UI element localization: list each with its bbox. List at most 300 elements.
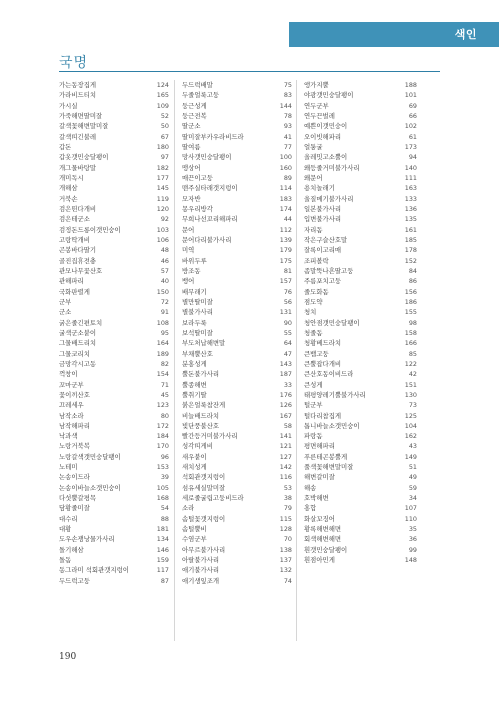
index-term: 청줄돔: [304, 328, 323, 337]
index-term: 두드럭고둥: [59, 576, 90, 585]
section-title: 국명: [59, 55, 89, 71]
index-page-ref: 120: [156, 204, 169, 213]
index-term: 문어다리불가사리: [182, 235, 232, 244]
index-term: 홍합: [304, 504, 317, 513]
index-term: 섬유세실말미잘: [182, 483, 226, 492]
index-page-ref: 141: [279, 432, 292, 441]
index-page-ref: 96: [160, 452, 169, 461]
index-term: 큰산호동이비드라: [304, 370, 354, 379]
index-page-ref: 105: [156, 483, 169, 492]
index-entry: [304, 400, 417, 410]
index-term: 화살꼬징어: [304, 514, 335, 523]
index-entry: [59, 441, 169, 451]
index-term: 별불가사리: [182, 308, 213, 317]
index-term: 논송이드라: [59, 473, 90, 482]
index-entry: [304, 307, 417, 317]
index-page-ref: 144: [279, 101, 292, 110]
index-term: 왜문어: [304, 173, 323, 182]
index-page-ref: 146: [156, 545, 169, 554]
index-term: 비늘배드라치: [182, 411, 220, 420]
index-entry: [304, 524, 417, 534]
index-entry: [304, 338, 417, 348]
index-entry: [182, 390, 292, 400]
index-term: 태평양레기뿔불가사리: [304, 390, 366, 399]
index-term: 골진집휴전충: [59, 256, 97, 265]
index-page-ref: 154: [156, 370, 169, 379]
index-entry: [182, 225, 292, 235]
index-entry: [59, 142, 169, 152]
index-term: 관해파리: [59, 277, 84, 286]
index-term: 꽃이끼산호: [59, 390, 90, 399]
index-page-ref: 150: [156, 287, 169, 296]
index-term: 애기불가사리: [182, 566, 220, 575]
index-term: 맹상어: [182, 163, 201, 172]
index-page-ref: 187: [279, 370, 292, 379]
index-entry: [59, 359, 169, 369]
index-entry: [59, 390, 169, 400]
index-entry: [304, 472, 417, 482]
index-entry: [59, 297, 169, 307]
index-entry: [59, 338, 169, 348]
index-page-ref: 48: [160, 246, 169, 255]
index-entry: [304, 503, 417, 513]
index-page-ref: 128: [279, 525, 292, 534]
index-page-ref: 100: [279, 153, 292, 162]
index-page-ref: 131: [279, 308, 292, 317]
index-entry: [59, 565, 169, 575]
index-term: 황록해변해면: [304, 525, 342, 534]
index-term: 배무래기: [182, 287, 207, 296]
index-page-ref: 151: [404, 380, 417, 389]
index-term: 소라: [182, 504, 195, 513]
index-entry: [304, 90, 417, 100]
index-page-ref: 88: [160, 514, 169, 523]
header-band: [289, 22, 499, 47]
index-page-ref: 90: [283, 318, 292, 327]
index-term: 청치: [304, 308, 317, 317]
index-page-ref: 161: [404, 225, 417, 234]
index-page-ref: 77: [283, 142, 292, 151]
index-page-ref: 165: [156, 91, 169, 100]
index-term: 울질메기불가사리: [304, 194, 354, 203]
index-page-ref: 137: [279, 556, 292, 565]
index-term: 남작해파리: [59, 421, 90, 430]
index-term: 미역: [182, 246, 195, 255]
index-term: 줄도화돔: [304, 287, 329, 296]
index-term: 부도처납해변말: [182, 339, 226, 348]
index-term: 야광갯민숭달팽이: [304, 91, 354, 100]
index-page-ref: 142: [279, 463, 292, 472]
index-term: 풀색꽃해변말미잘: [304, 463, 354, 472]
index-entry: [59, 503, 169, 513]
index-entry: [304, 359, 417, 369]
index-term: 보석딸미잘: [182, 328, 213, 337]
index-entry: [182, 307, 292, 317]
index-page-ref: 158: [404, 328, 417, 337]
index-page-ref: 39: [160, 473, 169, 482]
index-page-ref: 111: [404, 173, 417, 182]
index-entry: [182, 163, 292, 173]
index-term: 맨주실타래갯지렁이: [182, 184, 238, 193]
index-term: 조피볼락: [304, 256, 329, 265]
index-term: 올레밋고소뿔이: [304, 153, 348, 162]
index-term: 왜등줄거미불가사리: [304, 163, 360, 172]
index-term: 꼬마군부: [59, 380, 84, 389]
index-term: 곤봉바다딸기: [59, 246, 97, 255]
index-entry: [59, 235, 169, 245]
index-entry: [304, 483, 417, 493]
index-term: 굴색군소붙이: [59, 328, 97, 337]
column-divider: [296, 80, 297, 641]
index-term: 수염군부: [182, 535, 207, 544]
index-term: 딸군소: [182, 122, 201, 131]
index-page-ref: 35: [408, 525, 417, 534]
index-page-ref: 136: [404, 204, 417, 213]
index-term: 해변갈미잘: [304, 473, 335, 482]
index-entry: [182, 411, 292, 421]
index-page-ref: 87: [160, 576, 169, 585]
index-term: 뿔돈불가사리: [182, 370, 220, 379]
index-page-ref: 82: [160, 359, 169, 368]
index-term: 돌기해삼: [59, 545, 84, 554]
page-number: 190: [59, 652, 77, 662]
index-entry: [304, 369, 417, 379]
index-entry: [59, 349, 169, 359]
index-page-ref: 112: [279, 225, 292, 234]
index-page-ref: 124: [156, 81, 169, 89]
index-term: 개그물바탕말: [59, 163, 97, 172]
index-entry: [304, 214, 417, 224]
index-page-ref: 163: [404, 184, 417, 193]
index-entry: [304, 111, 417, 121]
index-entry: [182, 462, 292, 472]
index-entry: [59, 555, 169, 565]
index-entry: [304, 421, 417, 431]
index-entry: [182, 514, 292, 524]
index-page-ref: 54: [160, 504, 169, 513]
index-term: 청황베드라치: [304, 339, 342, 348]
index-page-ref: 160: [279, 163, 292, 172]
index-term: 솜털뿔비: [182, 525, 207, 534]
index-term: 동그라미 석회관갯지렁이: [59, 566, 129, 575]
index-page-ref: 179: [279, 246, 292, 255]
index-page-ref: 45: [160, 390, 169, 399]
index-term: 회색해변해면: [304, 535, 342, 544]
index-entry: [182, 555, 292, 565]
index-term: 망사갯민숭달팽이: [182, 153, 232, 162]
index-entry: [182, 369, 292, 379]
index-term: 매끈이고둥: [182, 173, 213, 182]
index-term: 큰뱀고둥: [304, 349, 329, 358]
index-page-ref: 102: [404, 122, 417, 131]
index-term: 그물배드리치: [59, 339, 97, 348]
index-term: 뿔취기딸: [182, 390, 207, 399]
index-page-ref: 67: [160, 132, 169, 141]
index-term: 애기생잎조개: [182, 576, 220, 585]
index-entry: [59, 307, 169, 317]
index-page-ref: 175: [279, 256, 292, 265]
index-term: 별만딸미잘: [182, 297, 213, 306]
index-entry: [182, 194, 292, 204]
index-entry: [182, 380, 292, 390]
index-page-ref: 85: [408, 349, 417, 358]
index-entry: [304, 380, 417, 390]
index-page-ref: 58: [283, 421, 292, 430]
index-term: 청안점갯민숭달팽이: [304, 318, 360, 327]
index-page-ref: 66: [408, 111, 417, 120]
index-page-ref: 50: [160, 122, 169, 131]
index-entry: [59, 493, 169, 503]
index-page-ref: 103: [156, 225, 169, 234]
index-page-ref: 97: [160, 153, 169, 162]
index-entry: [59, 225, 169, 235]
index-page-ref: 134: [156, 535, 169, 544]
index-entry: [59, 266, 169, 276]
index-entry: [59, 524, 169, 534]
index-entry: [304, 163, 417, 173]
index-page-ref: 41: [283, 132, 292, 141]
index-page-ref: 73: [408, 401, 417, 410]
index-term: 군소: [59, 308, 72, 317]
index-entry: [304, 328, 417, 338]
index-entry: [59, 369, 169, 379]
index-page-ref: 55: [283, 328, 292, 337]
index-page-ref: 152: [404, 256, 417, 265]
index-page-ref: 104: [404, 421, 417, 430]
index-page-ref: 84: [408, 266, 417, 275]
index-page-ref: 156: [404, 287, 417, 296]
index-entry: [182, 173, 292, 183]
index-entry: [59, 411, 169, 421]
index-term: 빨간등거미불가사리: [182, 432, 238, 441]
index-term: 흰갯민숭달팽이: [304, 545, 348, 554]
index-entry: [182, 132, 292, 142]
index-term: 국화판렬게: [59, 287, 90, 296]
index-page-ref: 33: [283, 380, 292, 389]
index-term: 논송이바늘소갯민숭이: [59, 483, 121, 492]
index-page-ref: 168: [156, 494, 169, 503]
index-entry: [182, 565, 292, 575]
index-term: 새우붙이: [182, 452, 207, 461]
index-term: 푸른테곤봉뿔게: [304, 452, 348, 461]
index-page-ref: 80: [160, 411, 169, 420]
index-page-ref: 70: [283, 535, 292, 544]
index-page-ref: 155: [404, 308, 417, 317]
index-entry: [59, 483, 169, 493]
index-page-ref: 130: [404, 390, 417, 399]
index-term: 도우손쟁낭물가사리: [59, 535, 115, 544]
index-page-ref: 123: [156, 401, 169, 410]
index-entry: [182, 256, 292, 266]
index-page-ref: 132: [279, 566, 292, 575]
index-entry: [182, 245, 292, 255]
index-page-ref: 98: [408, 318, 417, 327]
index-page-ref: 139: [279, 235, 292, 244]
index-term: 노랑거북복: [59, 442, 90, 451]
index-term: 두드럭배말: [182, 81, 213, 89]
index-page-ref: 36: [408, 535, 417, 544]
index-page-ref: 122: [404, 359, 417, 368]
index-page-ref: 115: [279, 514, 292, 523]
index-term: 해송: [304, 483, 317, 492]
index-term: 가죽해면딸미잘: [59, 111, 103, 120]
index-entry: [182, 235, 292, 245]
index-page-ref: 107: [404, 504, 417, 513]
index-term: 가는동장집게: [59, 81, 97, 89]
index-term: 대황: [59, 525, 72, 534]
index-page-ref: 167: [279, 411, 292, 420]
index-entry: [59, 328, 169, 338]
index-page-ref: 86: [408, 277, 417, 286]
index-term: 노랑갈색갯민숭달팽이: [59, 452, 121, 461]
index-entry: [182, 90, 292, 100]
index-entry: [304, 431, 417, 441]
index-term: 거북손: [59, 194, 78, 203]
index-page-ref: 119: [156, 194, 169, 203]
index-page-ref: 76: [283, 287, 292, 296]
index-term: 담황줄미잘: [59, 504, 90, 513]
index-term: 딸여름: [182, 142, 201, 151]
index-entry: [182, 266, 292, 276]
index-entry: [59, 576, 169, 586]
index-term: 빛단풍불산호: [182, 421, 220, 430]
index-page-ref: 94: [408, 153, 417, 162]
index-term: 낙과색: [59, 432, 78, 441]
index-term: 가라비드티치: [59, 91, 97, 100]
index-page-ref: 46: [160, 256, 169, 265]
index-page-ref: 91: [160, 308, 169, 317]
index-entry: [59, 163, 169, 173]
index-term: 자리돔: [304, 225, 323, 234]
index-term: 연두군부: [304, 101, 329, 110]
index-page-ref: 188: [404, 81, 417, 89]
index-term: 그물코리치: [59, 349, 90, 358]
index-entry: [59, 152, 169, 162]
index-page-ref: 44: [283, 215, 292, 224]
index-entry: [304, 235, 417, 245]
index-entry: [59, 214, 169, 224]
index-entry: [304, 555, 417, 565]
index-term: 돌돔: [59, 556, 72, 565]
index-entry: [59, 287, 169, 297]
index-page-ref: 109: [156, 101, 169, 110]
index-page-ref: 74: [283, 576, 292, 585]
index-entry: [182, 204, 292, 214]
index-term: 점도약: [304, 297, 323, 306]
index-entry: [304, 349, 417, 359]
index-term: 일본불가사리: [304, 204, 342, 213]
index-entry: [304, 183, 417, 193]
index-entry: [182, 421, 292, 431]
index-term: 굵은줄긴편토치: [59, 318, 103, 327]
index-page-ref: 180: [156, 142, 169, 151]
index-page-ref: 185: [404, 235, 417, 244]
index-page-ref: 157: [279, 277, 292, 286]
index-entry: [304, 411, 417, 421]
index-entry: [182, 503, 292, 513]
index-entry: [59, 111, 169, 121]
index-page-ref: 183: [279, 194, 292, 203]
index-term: 딸미잘부카우라비드라: [182, 132, 244, 141]
index-term: 개해삼: [59, 184, 78, 193]
index-term: 남작소라: [59, 411, 84, 420]
index-entry: [304, 493, 417, 503]
index-entry: [182, 214, 292, 224]
index-term: 방조동: [182, 266, 201, 275]
index-term: 앵가지뿔: [304, 81, 329, 89]
index-entry: [59, 472, 169, 482]
index-entry: [59, 80, 169, 90]
index-term: 몽우리방각: [182, 204, 213, 213]
index-page-ref: 38: [283, 494, 292, 503]
index-page-ref: 143: [279, 359, 292, 368]
index-page-ref: 172: [156, 421, 169, 430]
index-page-ref: 83: [283, 91, 292, 100]
index-term: 갈색띠긴불레: [59, 132, 97, 141]
index-entry: [182, 338, 292, 348]
index-page-ref: 125: [404, 411, 417, 420]
index-term: 둥근전복: [182, 111, 207, 120]
index-term: 검은테군소: [59, 215, 90, 224]
index-page-ref: 178: [404, 246, 417, 255]
index-entry: [59, 452, 169, 462]
index-page-ref: 177: [156, 173, 169, 182]
index-entry: [59, 431, 169, 441]
index-term: 붉은얼룩참잔게: [182, 401, 226, 410]
index-term: 오이빗해파리: [304, 132, 342, 141]
index-page-ref: 108: [156, 318, 169, 327]
index-entry: [59, 400, 169, 410]
index-entry: [304, 132, 417, 142]
index-term: 다섯뿔갈평목: [59, 494, 97, 503]
index-term: 보라두룩: [182, 318, 207, 327]
index-entry: [182, 472, 292, 482]
index-entry: [182, 524, 292, 534]
index-term: 개미독시: [59, 173, 84, 182]
column-divider: [174, 80, 175, 641]
index-entry: [182, 297, 292, 307]
index-page-ref: 135: [404, 215, 417, 224]
index-term: 세로줄굴립고둥비드라: [182, 494, 244, 503]
index-term: 얼퉁굴: [304, 142, 323, 151]
index-term: 큰성게: [304, 380, 323, 389]
index-page-ref: 79: [283, 504, 292, 513]
index-entry: [304, 194, 417, 204]
index-term: 두줄얼룩고둥: [182, 91, 220, 100]
index-term: 분홍성게: [182, 359, 207, 368]
index-term: 갑돈: [59, 142, 72, 151]
index-entry: [182, 576, 292, 586]
index-entry: [304, 173, 417, 183]
index-term: 성각띠게비: [182, 442, 213, 451]
index-term: 검은띤다개비: [59, 204, 97, 213]
index-term: 문어: [182, 225, 195, 234]
index-entry: [59, 194, 169, 204]
index-term: 바위두루: [182, 256, 207, 265]
index-page-ref: 64: [283, 339, 292, 348]
index-term: 아무르불가사리: [182, 545, 226, 554]
index-entry: [182, 493, 292, 503]
index-entry: [182, 349, 292, 359]
index-entry: [304, 276, 417, 286]
index-page-ref: 149: [404, 452, 417, 461]
index-term: 입변불가사리: [304, 215, 342, 224]
index-entry: [59, 534, 169, 544]
index-page-ref: 59: [408, 483, 417, 492]
index-column-3: [304, 80, 417, 565]
index-term: 큰뿔잡다개비: [304, 359, 342, 368]
index-page-ref: 127: [279, 452, 292, 461]
